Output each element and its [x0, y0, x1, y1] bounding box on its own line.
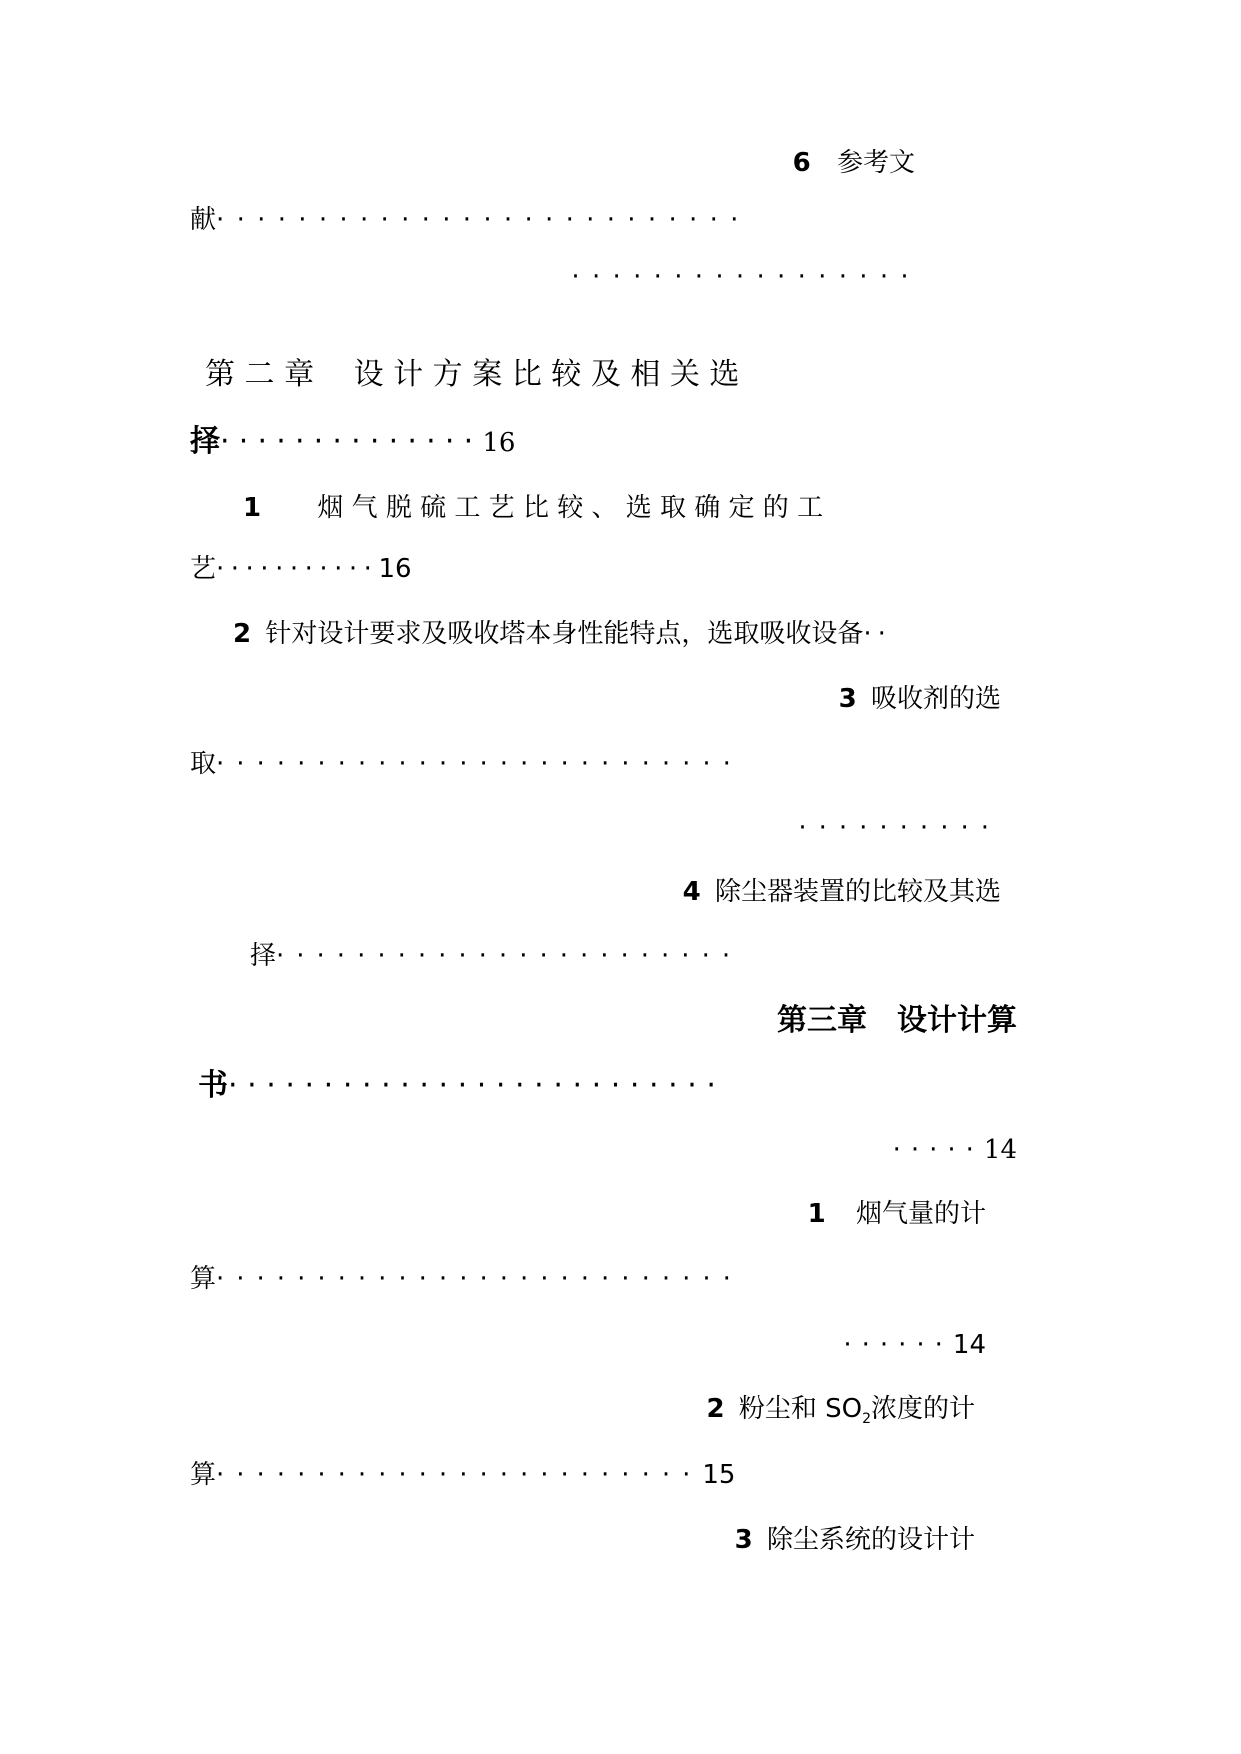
toc-chapter-3-cont	[198, 1069, 726, 1103]
toc-chapter-title-cont: 书	[198, 1068, 228, 1103]
toc-entry-3-1-cont	[190, 1264, 743, 1294]
toc-entry-title-cont: 算	[190, 1264, 217, 1294]
toc-entry-number: 2	[233, 619, 252, 649]
toc-entry-2-2[interactable]	[233, 619, 892, 649]
toc-page-number: 16	[378, 554, 412, 584]
toc-entry-2-3-cont2	[798, 813, 1001, 843]
toc-entry-3-2-cont	[190, 1460, 735, 1490]
toc-entry-number: 1	[243, 493, 262, 523]
toc-entry-6-cont	[190, 205, 751, 235]
toc-entry-2-3-cont	[190, 749, 743, 779]
toc-entry-title-cont: 取	[190, 749, 217, 779]
toc-chapter-title-cont: 择	[190, 424, 220, 459]
toc-leader-dots: ··························	[228, 1068, 726, 1103]
toc-entry-2-3[interactable]	[839, 684, 1001, 714]
toc-leader-dots: ··························	[216, 749, 743, 779]
toc-leader-dots: ···········	[216, 554, 379, 584]
toc-entry-3-3[interactable]	[735, 1525, 975, 1555]
toc-entry-title-cont: 算	[190, 1460, 217, 1490]
toc-leader-dots: ························	[216, 1460, 703, 1490]
toc-entry-3-1-cont2	[843, 1330, 986, 1360]
toc-entry-6-cont2	[571, 262, 921, 292]
toc-leader-dots: ··············	[220, 424, 483, 459]
toc-leader-dots: ·····	[892, 1135, 984, 1165]
toc-chapter-title: 第 二 章 设 计 方 案 比 较 及 相 关 选	[205, 357, 740, 392]
toc-leader-dots: ··························	[216, 205, 751, 235]
toc-entry-number: 3	[734, 1525, 753, 1555]
toc-entry-title: 烟气量的计	[855, 1199, 986, 1229]
toc-page-number: 16	[482, 428, 516, 458]
toc-entry-2-1-cont	[190, 554, 412, 584]
toc-entry-number: 3	[838, 684, 857, 714]
toc-entry-title: 除尘器装置的比较及其选	[714, 877, 1001, 907]
toc-entry-3-1[interactable]	[808, 1199, 986, 1229]
toc-entry-title: 针对设计要求及吸收塔本身性能特点，选取吸收设备	[265, 619, 864, 649]
toc-entry-6[interactable]	[793, 148, 915, 178]
toc-entry-number: 2	[706, 1394, 725, 1424]
toc-chapter-2-cont	[190, 425, 515, 460]
toc-entry-title-cont: 择	[250, 941, 277, 971]
toc-chapter-title: 第三章 设计计算	[777, 1003, 1017, 1038]
toc-page-number: 14	[983, 1135, 1017, 1165]
toc-leader-dots: ··········	[798, 813, 1001, 843]
toc-leader-dots: ·······················	[276, 941, 743, 971]
toc-leader-dots: ······	[843, 1330, 953, 1360]
toc-entry-title-b: 浓度的计	[870, 1394, 975, 1424]
toc-entry-3-2[interactable]	[706, 1394, 975, 1434]
toc-entry-title-a: 粉尘和 SO	[738, 1394, 863, 1424]
toc-entry-number: 6	[792, 148, 811, 178]
toc-entry-2-4-cont	[250, 941, 742, 971]
toc-page-number: 15	[702, 1460, 736, 1490]
toc-entry-title: 吸收剂的选	[870, 684, 1001, 714]
toc-page-number: 14	[952, 1330, 986, 1360]
toc-entry-2-1[interactable]	[243, 493, 823, 523]
toc-entry-subscript: 2	[862, 1411, 871, 1427]
toc-entry-2-4[interactable]	[683, 877, 1001, 907]
toc-entry-number: 1	[807, 1199, 826, 1229]
toc-entry-number: 4	[682, 877, 701, 907]
toc-entry-title: 烟 气 脱 硫 工 艺 比 较 、 选 取 确 定 的 工	[317, 493, 824, 523]
toc-entry-title-cont: 艺	[190, 554, 217, 584]
toc-entry-title: 除尘系统的设计计	[766, 1525, 975, 1555]
toc-chapter-3-cont2	[893, 1135, 1017, 1165]
toc-chapter-3[interactable]	[777, 1004, 1017, 1038]
toc-chapter-2[interactable]	[205, 358, 739, 392]
toc-leader-dots: ·················	[571, 262, 921, 292]
toc-entry-title: 参考文	[836, 148, 915, 178]
toc-leader-dots: ··	[863, 619, 892, 649]
toc-leader-dots: ··························	[216, 1264, 743, 1294]
toc-entry-title-cont: 献	[190, 205, 217, 235]
